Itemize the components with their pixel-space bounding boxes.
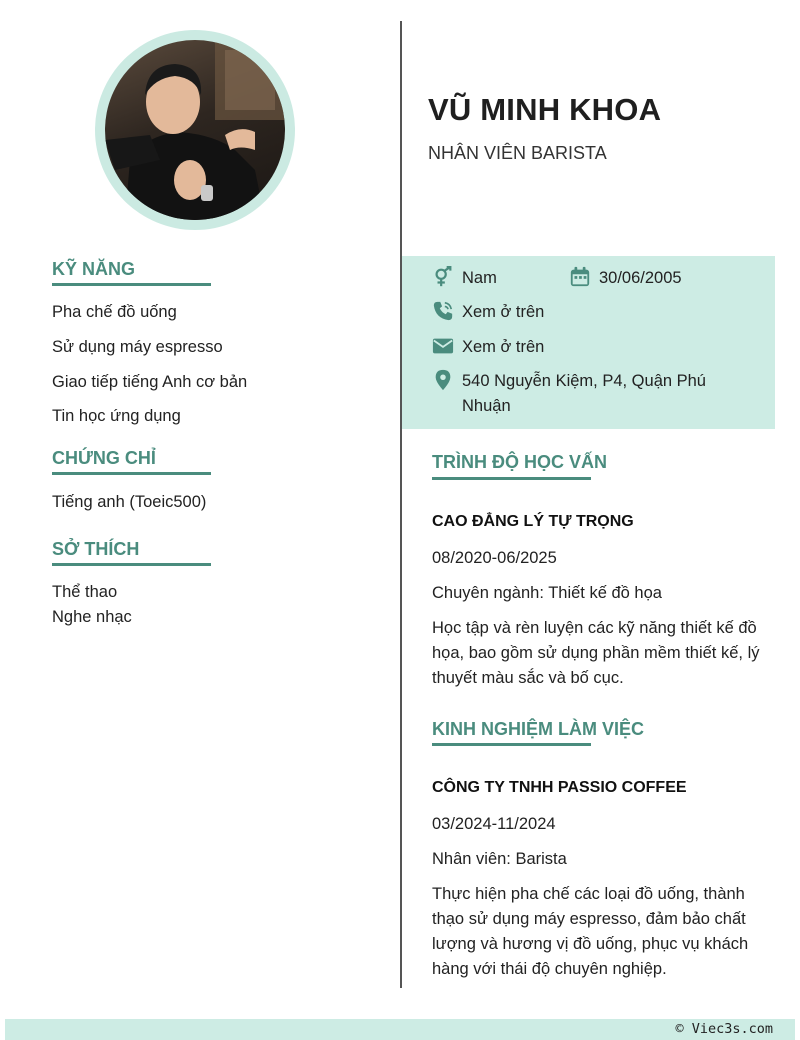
experience-underline — [432, 743, 591, 746]
copyright-text: © Viec3s.com — [675, 1021, 773, 1037]
school-name: CAO ĐẲNG LÝ TỰ TRỌNG — [432, 513, 634, 530]
person-photo-illustration — [105, 40, 285, 220]
education-underline — [432, 477, 591, 480]
email-icon — [432, 335, 454, 357]
gender-icon — [432, 266, 454, 288]
education-heading: TRÌNH ĐỘ HỌC VẤN — [432, 452, 607, 472]
certificates-heading: CHỨNG CHỈ — [52, 448, 156, 468]
hobbies-underline — [52, 563, 211, 566]
candidate-position: NHÂN VIÊN BARISTA — [428, 143, 607, 163]
column-divider — [400, 21, 402, 988]
skill-item: Giao tiếp tiếng Anh cơ bản — [52, 373, 248, 391]
experience-period: 03/2024-11/2024 — [432, 815, 556, 833]
skill-item: Sử dụng máy espresso — [52, 338, 223, 356]
candidate-name: VŨ MINH KHOA — [428, 92, 662, 127]
calendar-icon — [569, 266, 591, 288]
location-icon — [432, 369, 454, 391]
certificates-underline — [52, 472, 211, 475]
skills-heading: KỸ NĂNG — [52, 259, 136, 279]
hobby-item: Thể thao — [52, 583, 118, 601]
contact-panel — [402, 256, 775, 429]
experience-role: Nhân viên: Barista — [432, 850, 567, 868]
education-period: 08/2020-06/2025 — [432, 549, 557, 567]
skill-item: Pha chế đồ uống — [52, 303, 177, 321]
email-value: Xem ở trên — [462, 338, 545, 356]
experience-description: Thực hiện pha chế các loại đồ uống, thành thạo sử dụng máy espresso, đảm bảo chất lượng và hương vị đồ uống, phục vụ khách hàng với thái độ chuyên nghiệp. — [432, 885, 749, 978]
skill-item: Tin học ứng dụng — [52, 407, 181, 425]
hobbies-heading: SỞ THÍCH — [52, 539, 140, 559]
address-value: 540 Nguyễn Kiệm, P4, Quận Phú Nhuận — [462, 372, 706, 415]
skills-underline — [52, 283, 211, 286]
education-description: Học tập và rèn luyện các kỹ năng thiết kế đồ họa, bao gồm sử dụng phần mềm thiết kế, lý thuyết màu sắc và bố cục. — [432, 619, 760, 687]
birthday-value: 30/06/2005 — [599, 269, 682, 287]
phone-value: Xem ở trên — [462, 303, 545, 321]
footer-bar — [5, 1019, 795, 1040]
phone-icon — [432, 300, 454, 322]
certificate-item: Tiếng anh (Toeic500) — [52, 493, 207, 511]
hobby-item: Nghe nhạc — [52, 608, 132, 626]
gender-value: Nam — [462, 269, 497, 287]
education-major: Chuyên ngành: Thiết kế đồ họa — [432, 584, 662, 602]
profile-avatar — [95, 30, 295, 230]
experience-heading: KINH NGHIỆM LÀM VIỆC — [432, 719, 645, 739]
profile-photo — [105, 40, 285, 220]
company-name: CÔNG TY TNHH PASSIO COFFEE — [432, 779, 687, 796]
